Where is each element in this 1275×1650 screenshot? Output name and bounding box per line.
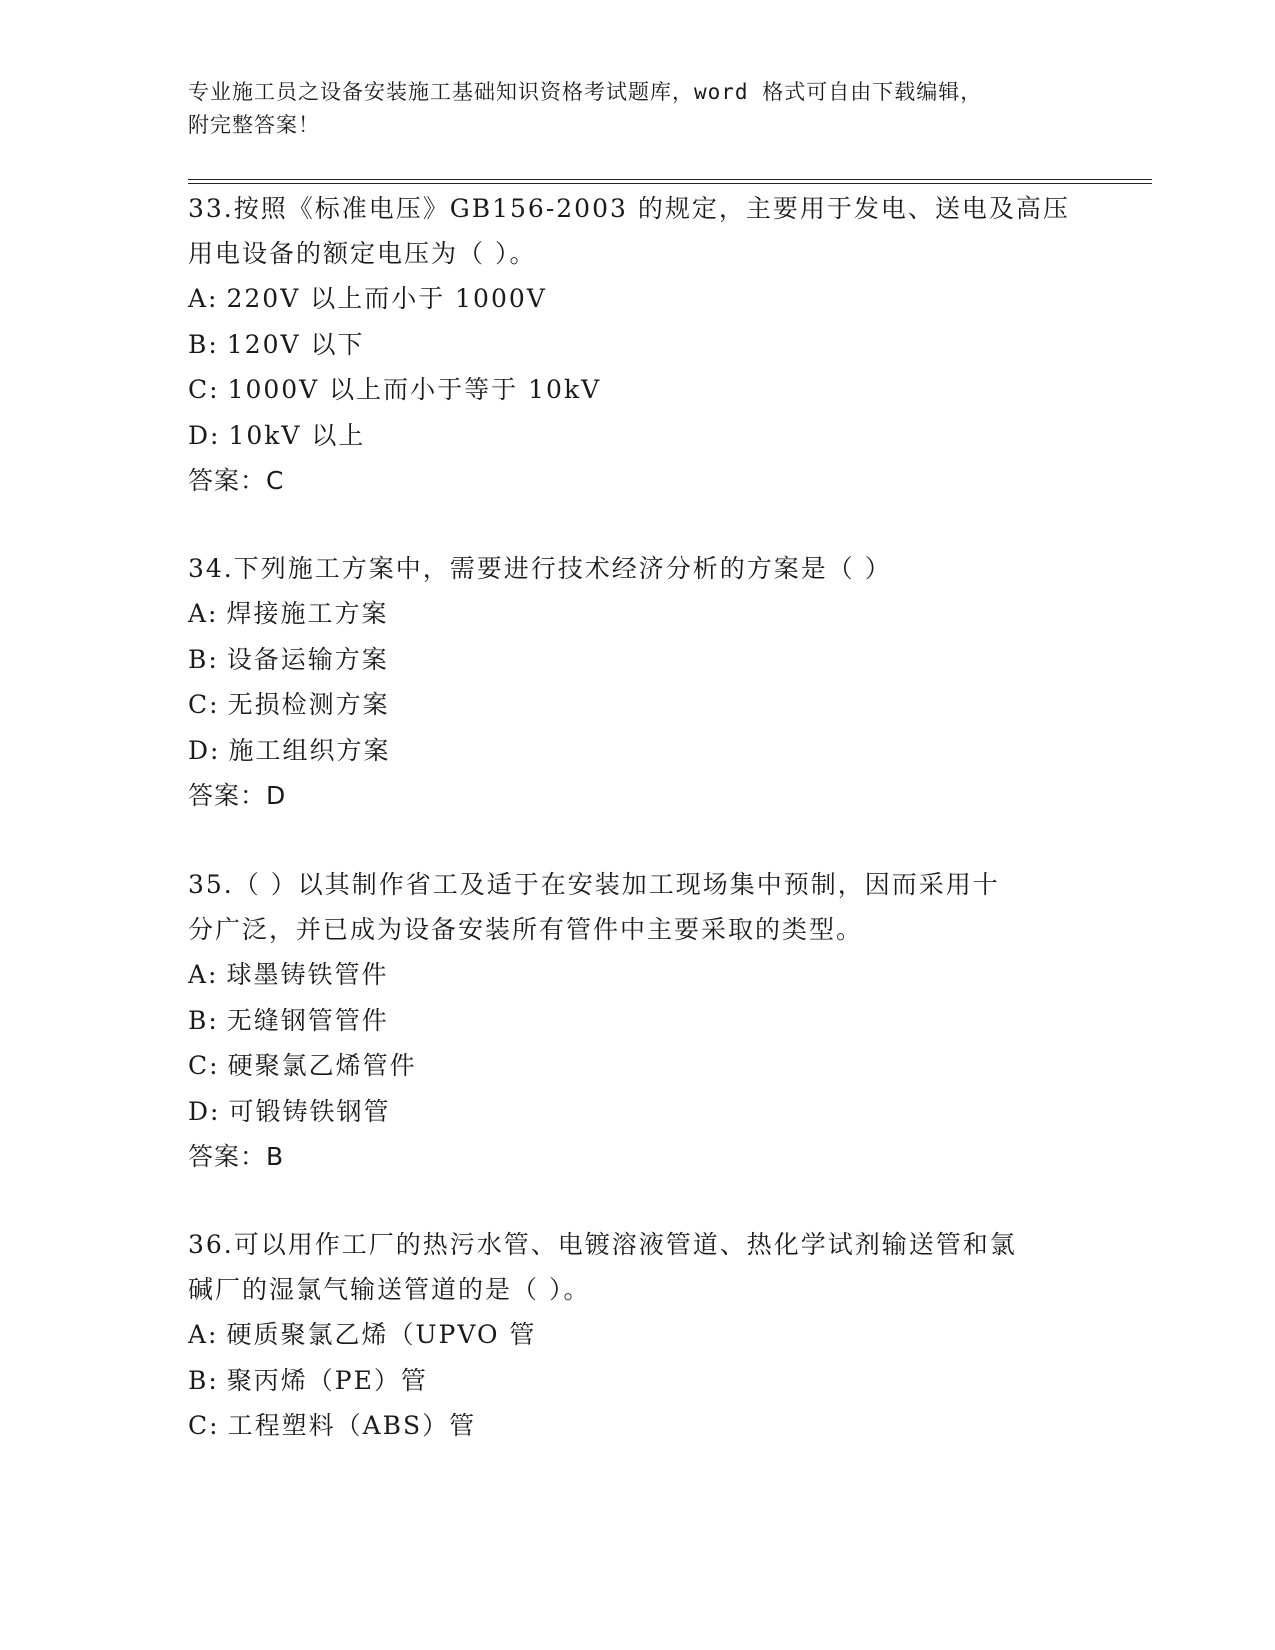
option-letter: A:	[188, 599, 219, 628]
option-a	[188, 1312, 1108, 1358]
option-text: 120V 以下	[226, 329, 365, 359]
answer-line: 答案：D	[188, 781, 287, 810]
question-stem-line: 35.（ ）以其制作省工及适于在安装加工现场集中预制，因而采用十	[188, 870, 1000, 899]
option-c	[188, 367, 1108, 413]
option-letter: D:	[188, 1096, 221, 1126]
option-text: 硬质聚氯乙烯（UPVO 管	[226, 1320, 537, 1349]
option-text: 施工组织方案	[228, 735, 391, 765]
option-d	[188, 728, 1108, 774]
question-stem-line: 分广泛，并已成为设备安装所有管件中主要采取的类型。	[188, 915, 864, 944]
option-text: 无损检测方案	[227, 690, 390, 719]
option-letter: B:	[188, 644, 219, 674]
option-a	[188, 952, 1108, 998]
option-letter: C:	[188, 375, 220, 404]
question-stem-line: 34.下列施工方案中，需要进行技术经济分析的方案是（ ）	[188, 554, 892, 583]
option-a	[188, 276, 1108, 322]
option-b	[188, 998, 1108, 1044]
option-b	[188, 637, 1108, 683]
header-line-1: 专业施工员之设备安装施工基础知识资格考试题库，word 格式可自由下载编辑，	[188, 80, 983, 104]
question-stem-line: 33.按照《标准电压》GB156-2003 的规定，主要用于发电、送电及高压	[188, 194, 1070, 223]
option-letter: D:	[188, 735, 221, 765]
answer-line: 答案：B	[188, 1142, 285, 1171]
document-header	[188, 76, 1088, 142]
option-letter: B:	[188, 1005, 219, 1035]
option-letter: C:	[188, 1051, 220, 1080]
option-text: 硬聚氯乙烯管件	[227, 1051, 417, 1080]
option-letter: D:	[188, 420, 221, 450]
option-d	[188, 413, 1108, 459]
option-text: 球墨铸铁管件	[226, 960, 389, 989]
answer-line: 答案：C	[188, 466, 285, 495]
option-text: 工程塑料（ABS）管	[227, 1411, 477, 1440]
option-letter: B:	[188, 1365, 219, 1395]
option-text: 1000V 以上而小于等于 10kV	[227, 375, 602, 404]
option-text: 10kV 以上	[228, 420, 366, 450]
option-a	[188, 591, 1108, 637]
option-b	[188, 322, 1108, 368]
option-letter: C:	[188, 690, 220, 719]
header-divider-bottom	[188, 183, 1152, 184]
option-text: 可锻铸铁钢管	[228, 1096, 391, 1126]
option-letter: C:	[188, 1411, 220, 1440]
option-text: 无缝钢管管件	[226, 1005, 389, 1035]
option-text: 焊接施工方案	[226, 599, 389, 628]
option-text: 聚丙烯（PE）管	[226, 1365, 428, 1395]
header-divider-top	[188, 179, 1152, 180]
option-c	[188, 682, 1108, 728]
question-34	[188, 546, 1108, 818]
option-letter: A:	[188, 960, 219, 989]
question-35	[188, 862, 1108, 1179]
question-36	[188, 1222, 1108, 1449]
question-stem-line: 碱厂的湿氯气输送管道的是（ ）。	[188, 1275, 591, 1304]
question-33	[188, 186, 1108, 503]
option-text: 设备运输方案	[226, 644, 389, 674]
option-d	[188, 1089, 1108, 1135]
header-line-2: 附完整答案！	[188, 113, 320, 137]
question-stem-line: 36.可以用作工厂的热污水管、电镀溶液管道、热化学试剂输送管和氯	[188, 1230, 1017, 1259]
option-b	[188, 1358, 1108, 1404]
question-stem-line: 用电设备的额定电压为（ ）。	[188, 239, 537, 268]
option-letter: A:	[188, 1320, 219, 1349]
option-c	[188, 1043, 1108, 1089]
option-c	[188, 1403, 1108, 1449]
option-letter: B:	[188, 329, 219, 359]
option-letter: A:	[188, 284, 219, 313]
option-text: 220V 以上而小于 1000V	[226, 284, 547, 313]
